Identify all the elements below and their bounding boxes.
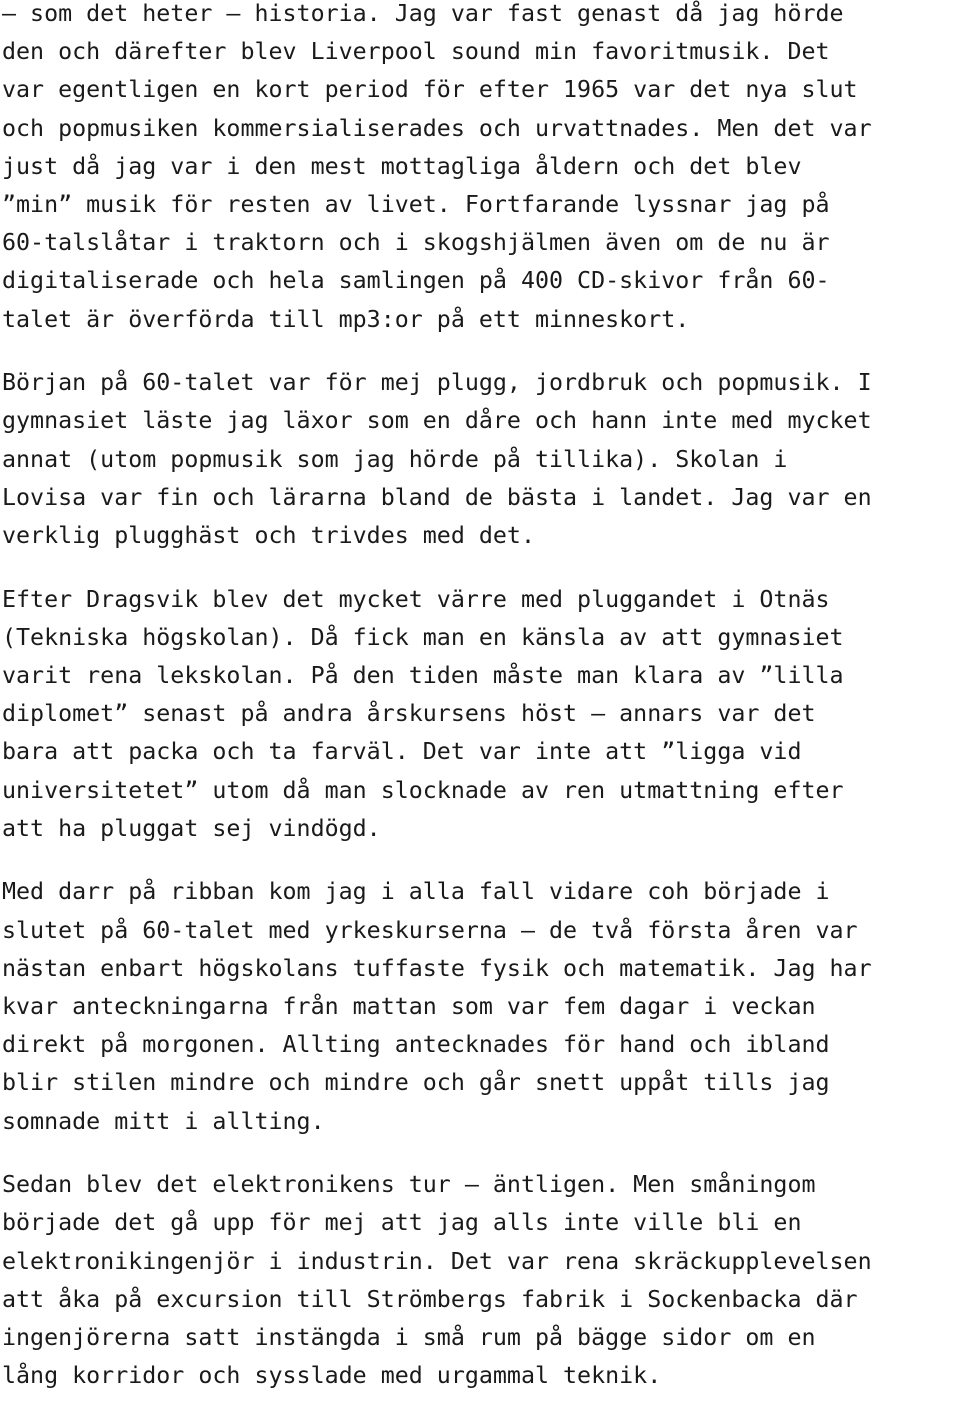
text-line: kvar anteckningarna från mattan som var fem dagar i veckan [2, 993, 816, 1020]
text-line: nästan enbart högskolans tuffaste fysik och matematik. Jag har [2, 954, 872, 982]
paragraph-otnas [2, 581, 960, 848]
text-line: talet är överförda till mp3:or på ett minneskort. [2, 305, 690, 333]
text-line: verklig plugghäst och trivdes med det. [2, 521, 535, 549]
text-line: Med darr på ribban kom jag i alla fall vidare coh började i [2, 878, 830, 906]
text-line: den och därefter blev Liverpool sound min favoritmusik. Det [2, 38, 830, 66]
text-line: 60-talslåtar i traktorn och i skogshjälmen även om de nu är [2, 229, 830, 257]
document-body [2, 0, 960, 1421]
text-line: och popmusiken kommersialiserades och urvattnades. Men det var [2, 114, 872, 142]
text-line: Efter Dragsvik blev det mycket värre med pluggandet i Otnäs [2, 585, 830, 613]
text-line: ingenjörerna satt instängda i små rum på bägge sidor om en [2, 1324, 816, 1351]
text-line: diplomet” senast på andra årskursens höst – annars var det [2, 700, 816, 728]
paragraph-elektronik [2, 1166, 960, 1395]
text-line: att åka på excursion till Strömbergs fabrik i Sockenbacka där [2, 1285, 858, 1313]
text-line: Sedan blev det elektronikens tur – äntligen. Men småningom [2, 1171, 816, 1199]
text-line: började det gå upp för mej att jag alls inte ville bli en [2, 1209, 802, 1237]
paragraph-history-liverpool-sound [2, 0, 960, 339]
text-line: gymnasiet läste jag läxor som en dåre och hann inte med mycket [2, 407, 872, 435]
paragraph-gymnasium [2, 364, 960, 555]
text-line: just då jag var i den mest mottagliga åldern och det blev [2, 152, 802, 180]
text-line: direkt på morgonen. Allting antecknades för hand och ibland [2, 1031, 830, 1059]
text-line: var egentligen en kort period för efter 1965 var det nya slut [2, 76, 858, 104]
text-line: annat (utom popmusik som jag hörde på tillika). Skolan i [2, 445, 788, 473]
text-line: Lovisa var fin och lärarna bland de bästa i landet. Jag var en [2, 483, 872, 511]
text-line: digitaliserade och hela samlingen på 400 CD-skivor från 60- [2, 267, 830, 295]
text-line: bara att packa och ta farväl. Det var inte att ”ligga vid [2, 738, 802, 766]
text-line: elektronikingenjör i industrin. Det var rena skräckupplevelsen [2, 1247, 872, 1275]
text-line: (Tekniska högskolan). Då fick man en känsla av att gymnasiet [2, 623, 844, 651]
text-line: universitetet” utom då man slocknade av ren utmattning efter [2, 776, 844, 804]
text-line: somnade mitt i allting. [2, 1107, 325, 1135]
text-line: Början på 60-talet var för mej plugg, jordbruk och popmusik. I [2, 369, 872, 397]
text-line: slutet på 60-talet med yrkeskurserna – de två första åren var [2, 916, 858, 944]
text-line: ”min” musik för resten av livet. Fortfarande lyssnar jag på [2, 190, 830, 218]
paragraph-yrkeskurser [2, 873, 960, 1140]
text-line: varit rena lekskolan. På den tiden måste man klara av ”lilla [2, 662, 844, 689]
text-line: lång korridor och sysslade med urgammal teknik. [2, 1362, 662, 1390]
text-line: blir stilen mindre och mindre och går snett uppåt tills jag [2, 1069, 830, 1097]
text-line: att ha pluggat sej vindögd. [2, 814, 381, 842]
text-line: – som det heter – historia. Jag var fast genast då jag hörde [2, 0, 844, 27]
